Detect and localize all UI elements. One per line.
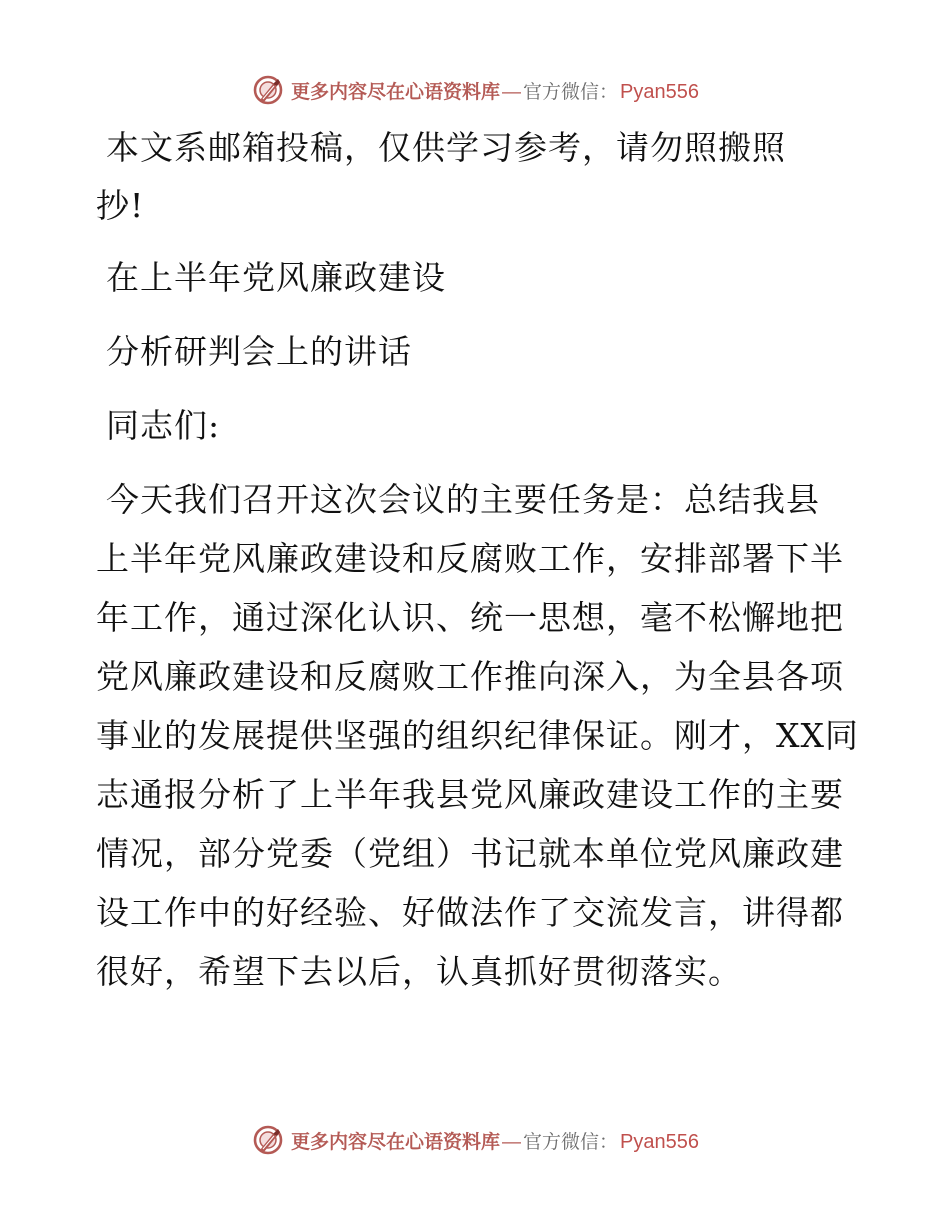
title-line: 分析研判会上的讲话 [106,332,412,371]
watermark-text [291,77,699,104]
watermark-official-label: 官方微信 [523,80,600,103]
pen-nib-circle-icon [251,73,285,107]
paragraph-line: 事业的发展提供坚强的组织纪律保证。刚才，XX同 [96,716,859,755]
watermark-main-text: 更多内容尽在心语资料库 [290,1130,500,1153]
paragraph-line: 今天我们召开这次会议的主要任务是：总结我县 [106,480,820,519]
title-line: 在上半年党风廉政建设 [106,258,446,297]
footer-watermark-banner [0,1120,950,1160]
paragraph-line: 党风廉政建设和反腐败工作推向深入，为全县各项 [96,657,844,696]
paragraph-line: 志通报分析了上半年我县党风廉政建设工作的主要 [96,775,844,814]
notice-line: 本文系邮箱投稿，仅供学习参考，请勿照搬照 [106,128,786,167]
notice-line: 抄! [96,186,145,225]
salutation: 同志们: [106,406,221,445]
watermark-text [291,1127,699,1154]
watermark-separator: — [502,1131,521,1153]
watermark-account-id: Pyan556 [620,80,699,103]
paragraph-line: 设工作中的好经验、好做法作了交流发言，讲得都 [96,893,844,932]
watermark-official-label: 官方微信 [523,1130,600,1153]
pen-nib-circle-icon [251,1123,285,1157]
watermark-colon: ： [599,1130,619,1153]
watermark-main-text: 更多内容尽在心语资料库 [290,80,500,103]
watermark-account-id: Pyan556 [620,1130,699,1153]
paragraph-line: 情况，部分党委（党组）书记就本单位党风廉政建 [96,834,844,873]
paragraph-line: 很好，希望下去以后，认真抓好贯彻落实。 [96,952,742,991]
watermark-separator: — [502,81,521,103]
paragraph-line: 年工作，通过深化认识、统一思想，毫不松懈地把 [96,598,844,637]
header-watermark-banner [0,70,950,110]
paragraph-line: 上半年党风廉政建设和反腐败工作，安排部署下半 [96,539,844,578]
watermark-colon: ： [599,80,619,103]
